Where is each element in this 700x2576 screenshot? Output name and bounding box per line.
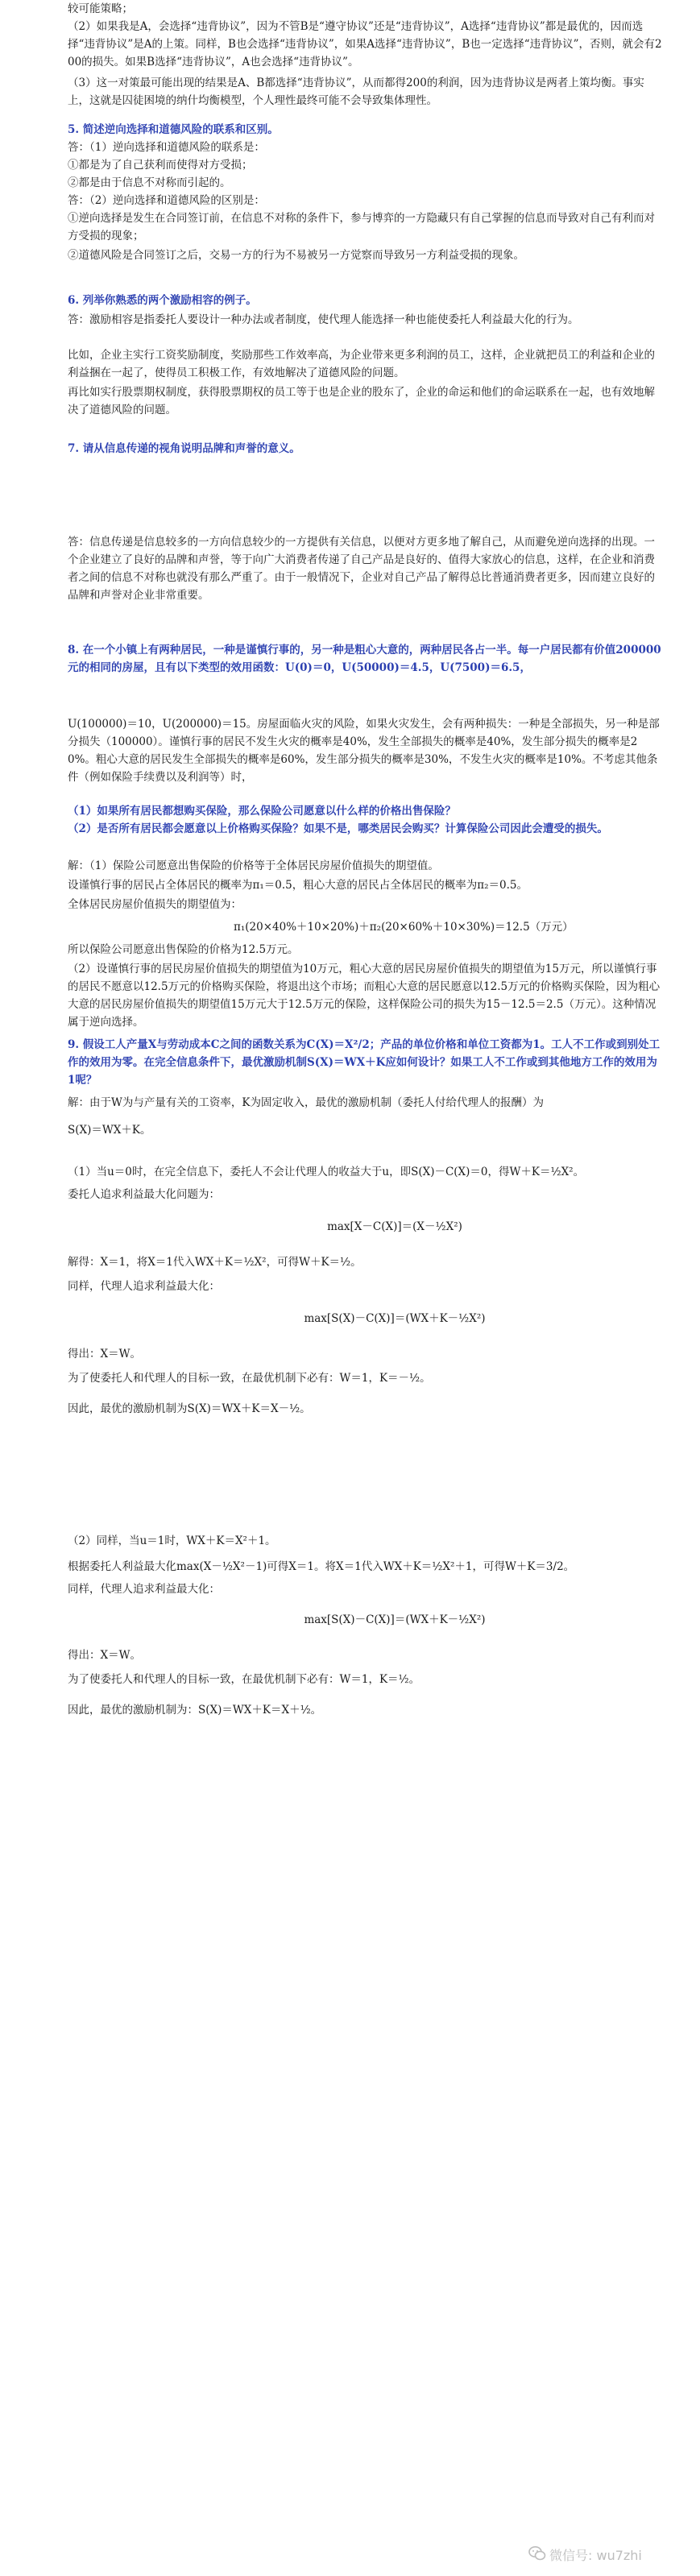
paragraph: （2）同样，当u＝1时，WX＋K＝X²＋1。 (68, 1534, 276, 1547)
paragraph: ①逆向选择是发生在合同签订前，在信息不对称的条件下，参与博弈的一方隐藏只有自己掌握的信息而导致对自己有利而对方受损的现象； (68, 212, 655, 242)
paragraph: S(X)＝WX＋K。 (68, 1124, 151, 1137)
paragraph: 同样，代理人追求利益最大化： (68, 1583, 220, 1596)
paragraph: 答：激励相容是指委托人要设计一种办法或者制度，使代理人能选择一种也能使委托人利益最大化的行为。 (68, 313, 579, 326)
paragraph: 根据委托人利益最大化max(X－½X²－1)可得X＝1。将X＝1代入WX＋K＝½X²＋1，可得W＋K＝3/2。 (68, 1560, 575, 1573)
question-heading: 7. 请从信息传递的视角说明品牌和声誉的意义。 (68, 442, 300, 455)
wechat-watermark: 微信号: wu7zhi (549, 2548, 642, 2563)
paragraph: 为了使委托人和代理人的目标一致，在最优机制下必有：W＝1，K＝½。 (68, 1673, 420, 1686)
paragraph: 所以保险公司愿意出售保险的价格为12.5万元。 (68, 943, 299, 956)
paragraph: 较可能策略； (68, 2, 133, 15)
question-heading: 9. 假设工人产量X与劳动成本C之间的函数关系为C(X)＝X²/2；产品的单位价格和单位工资都为1。工人不工作或到别处工作的效用为零。在完全信息条件下，最优激励机制S(X)＝WX＋K应如何设计？如果工人不工作或到其他地方工作的效用为1呢？ (68, 1038, 661, 1087)
paragraph: 解得：X＝1，将X＝1代入WX＋K＝½X²，可得W＋K＝½。 (68, 1256, 362, 1269)
paragraph: 解：（1）保险公司愿意出售保险的价格等于全体居民房屋价值损失的期望值。 (68, 859, 439, 872)
paragraph: 答：（2）逆向选择和道德风险的区别是： (68, 194, 265, 207)
paragraph: 得出：X＝W。 (68, 1649, 141, 1662)
paragraph: U(100000)＝10，U(200000)＝15。房屋面临火灾的风险，如果火灾发生，会有两种损失：一种是全部损失，另一种是部分损失（100000）。谨慎行事的居民不发生火灾的概率是40%，发生全部损失的概率是40%，发生部分损失的概率是20%。粗心大意的居民发生全部损失的概率是60%，发生部分损失的概率是30%，不发生火灾的概率是10%。不考虑其他条件（例如保险手续费以及利润等）时， (68, 718, 660, 784)
formula: max[X－C(X)]＝(X－½X²) (327, 1220, 462, 1233)
paragraph: 因此，最优的激励机制为S(X)＝WX＋K＝X－½。 (68, 1402, 311, 1415)
paragraph: （2）如果我是A，会选择“违背协议”，因为不管B是“遵守协议”还是“违背协议”，A选择“违背协议”都是最优的，因而选择“违背协议”是A的上策。同样，B也会选择“违背协议”，如果A选择“违背协议”，B也一定选择“违背协议”，否则，就会有200的损失。如果B选择“违背协议”，A也会选择“违背协议”。 (68, 20, 662, 68)
wechat-icon (528, 2545, 546, 2562)
formula: max[S(X)－C(X)]＝(WX＋K－½X²) (304, 1312, 486, 1325)
paragraph: （2）设谨慎行事的居民房屋价值损失的期望值为10万元，粗心大意的居民房屋价值损失的期望值为15万元，所以谨慎行事的居民不愿意以12.5万元的价格购买保险，将退出这个市场；而粗心大意的居民愿意以12.5万元的价格购买保险，因为粗心大意的居民房屋价值损失的期望值15万元大于12.5万元的保险，这样保险公司的损失为15－12.5＝2.5（万元）。这种情况属于逆向选择。 (68, 963, 661, 1029)
paragraph: 再比如实行股票期权制度，获得股票期权的员工等于也是企业的股东了，企业的命运和他们的命运联系在一起，也有效地解决了道德风险的问题。 (68, 386, 655, 416)
paragraph: 得出：X＝W。 (68, 1348, 141, 1360)
paragraph: 解：由于W为与产量有关的工资率，K为固定收入，最优的激励机制（委托人付给代理人的报酬）为 (68, 1096, 544, 1109)
question-heading: 5. 简述逆向选择和道德风险的联系和区别。 (68, 123, 279, 136)
question-heading: （1）如果所有居民都想购买保险，那么保险公司愿意以什么样的价格出售保险？ (68, 805, 456, 818)
paragraph: 比如，企业主实行工资奖励制度，奖励那些工作效率高，为企业带来更多利润的员工，这样，企业就把员工的利益和企业的利益捆在一起了，使得员工积极工作，有效地解决了道德风险的问题。 (68, 349, 655, 379)
formula: π₁(20×40%＋10×20%)＋π₂(20×60%＋10×30%)＝12.5（万元） (234, 921, 574, 934)
paragraph: 同样，代理人追求利益最大化： (68, 1280, 220, 1293)
paragraph: ②都是由于信息不对称而引起的。 (68, 176, 231, 189)
paragraph: 答：（1）逆向选择和道德风险的联系是： (68, 141, 265, 154)
paragraph: 为了使委托人和代理人的目标一致，在最优机制下必有：W＝1，K＝－½。 (68, 1372, 431, 1385)
paragraph: 答：信息传递是信息较多的一方向信息较少的一方提供有关信息，以便对方更多地了解自己，从而避免逆向选择的出现。一个企业建立了良好的品牌和声誉，等于向广大消费者传递了自己产品是良好的、值得大家放心的信息，这样，在企业和消费者之间的信息不对称也就没有那么严重了。由于一般情况下，企业对自己产品了解得总比普通消费者更多，因而建立良好的品牌和声誉对企业非常重要。 (68, 536, 655, 602)
paragraph: 设谨慎行事的居民占全体居民的概率为π₁＝0.5，粗心大意的居民占全体居民的概率为π₂＝0.5。 (68, 879, 528, 892)
paragraph: 因此，最优的激励机制为：S(X)＝WX＋K＝X＋½。 (68, 1704, 322, 1717)
question-heading: 8. 在一个小镇上有两种居民，一种是谨慎行事的，另一种是粗心大意的，两种居民各占一半。每一户居民都有价值200000元的相同的房屋，且有以下类型的效用函数：U(0)＝0，U(50000)＝4.5，U(7500)＝6.5， (68, 644, 661, 674)
paragraph: （1）当u＝0时，在完全信息下，委托人不会让代理人的收益大于u，即S(X)－C(X)＝0，得W＋K＝½X²。 (68, 1166, 585, 1178)
paragraph: ②道德风险是合同签订之后，交易一方的行为不易被另一方觉察而导致另一方利益受损的现象。 (68, 249, 524, 262)
question-heading: （2）是否所有居民都会愿意以上价格购买保险？如果不是，哪类居民会购买？计算保险公司因此会遭受的损失。 (68, 822, 608, 835)
paragraph: 全体居民房屋价值损失的期望值为： (68, 898, 242, 911)
paragraph: （3）这一对策最可能出现的结果是A、B都选择“违背协议”，从而都得200的利润，因为违背协议是两者上策均衡。事实上，这就是囚徒困境的纳什均衡模型，个人理性最终可能不会导致集体理性。 (68, 77, 644, 107)
paragraph: ①都是为了自己获利而使得对方受损； (68, 159, 253, 172)
paragraph: 委托人追求利益最大化问题为： (68, 1188, 220, 1201)
question-heading: 6. 列举你熟悉的两个激励相容的例子。 (68, 294, 257, 307)
formula: max[S(X)－C(X)]＝(WX＋K－½X²) (304, 1613, 486, 1626)
